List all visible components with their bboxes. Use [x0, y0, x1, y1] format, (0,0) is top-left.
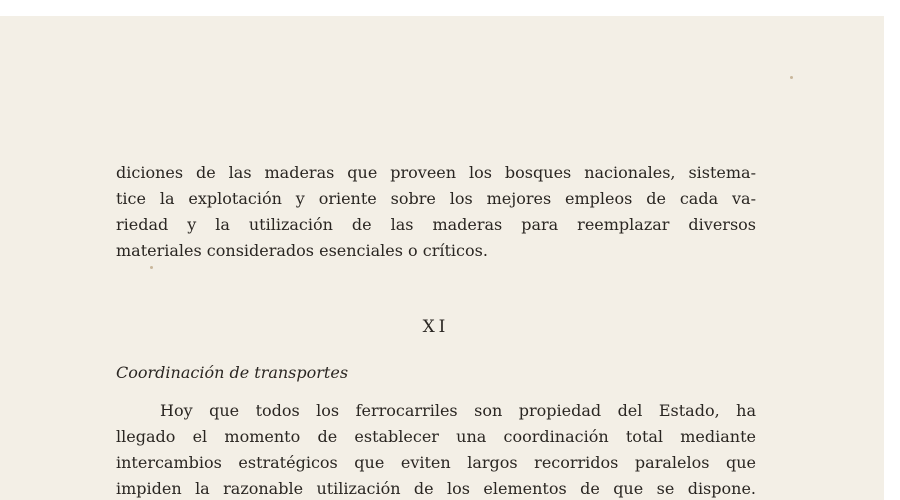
scanned-page [0, 16, 884, 500]
body-text [116, 160, 756, 498]
paper-speck [790, 76, 793, 79]
text-line: riedad y la utilización de las maderas para reemplazar diversos [116, 215, 756, 234]
text-line: llegado el momento de establecer una coordinación total mediante [116, 427, 756, 446]
text-line: materiales considerados esenciales o críticos. [116, 241, 488, 260]
paragraph-transportes [116, 398, 756, 500]
section-number: XI [422, 317, 450, 337]
text-line: impiden la razonable utilización de los elementos de que se dispone. [116, 479, 756, 498]
paper-speck [150, 266, 153, 269]
section-title: Coordinación de transportes [116, 363, 349, 382]
text-line: diciones de las maderas que proveen los bosques nacionales, sistema- [116, 163, 756, 182]
paragraph-continued [116, 160, 756, 264]
text-line: tice la explotación y oriente sobre los mejores empleos de cada va- [116, 189, 756, 208]
text-line: intercambios estratégicos que eviten largos recorridos paralelos que [116, 453, 756, 472]
text-line: Hoy que todos los ferrocarriles son propiedad del Estado, ha [160, 401, 756, 420]
